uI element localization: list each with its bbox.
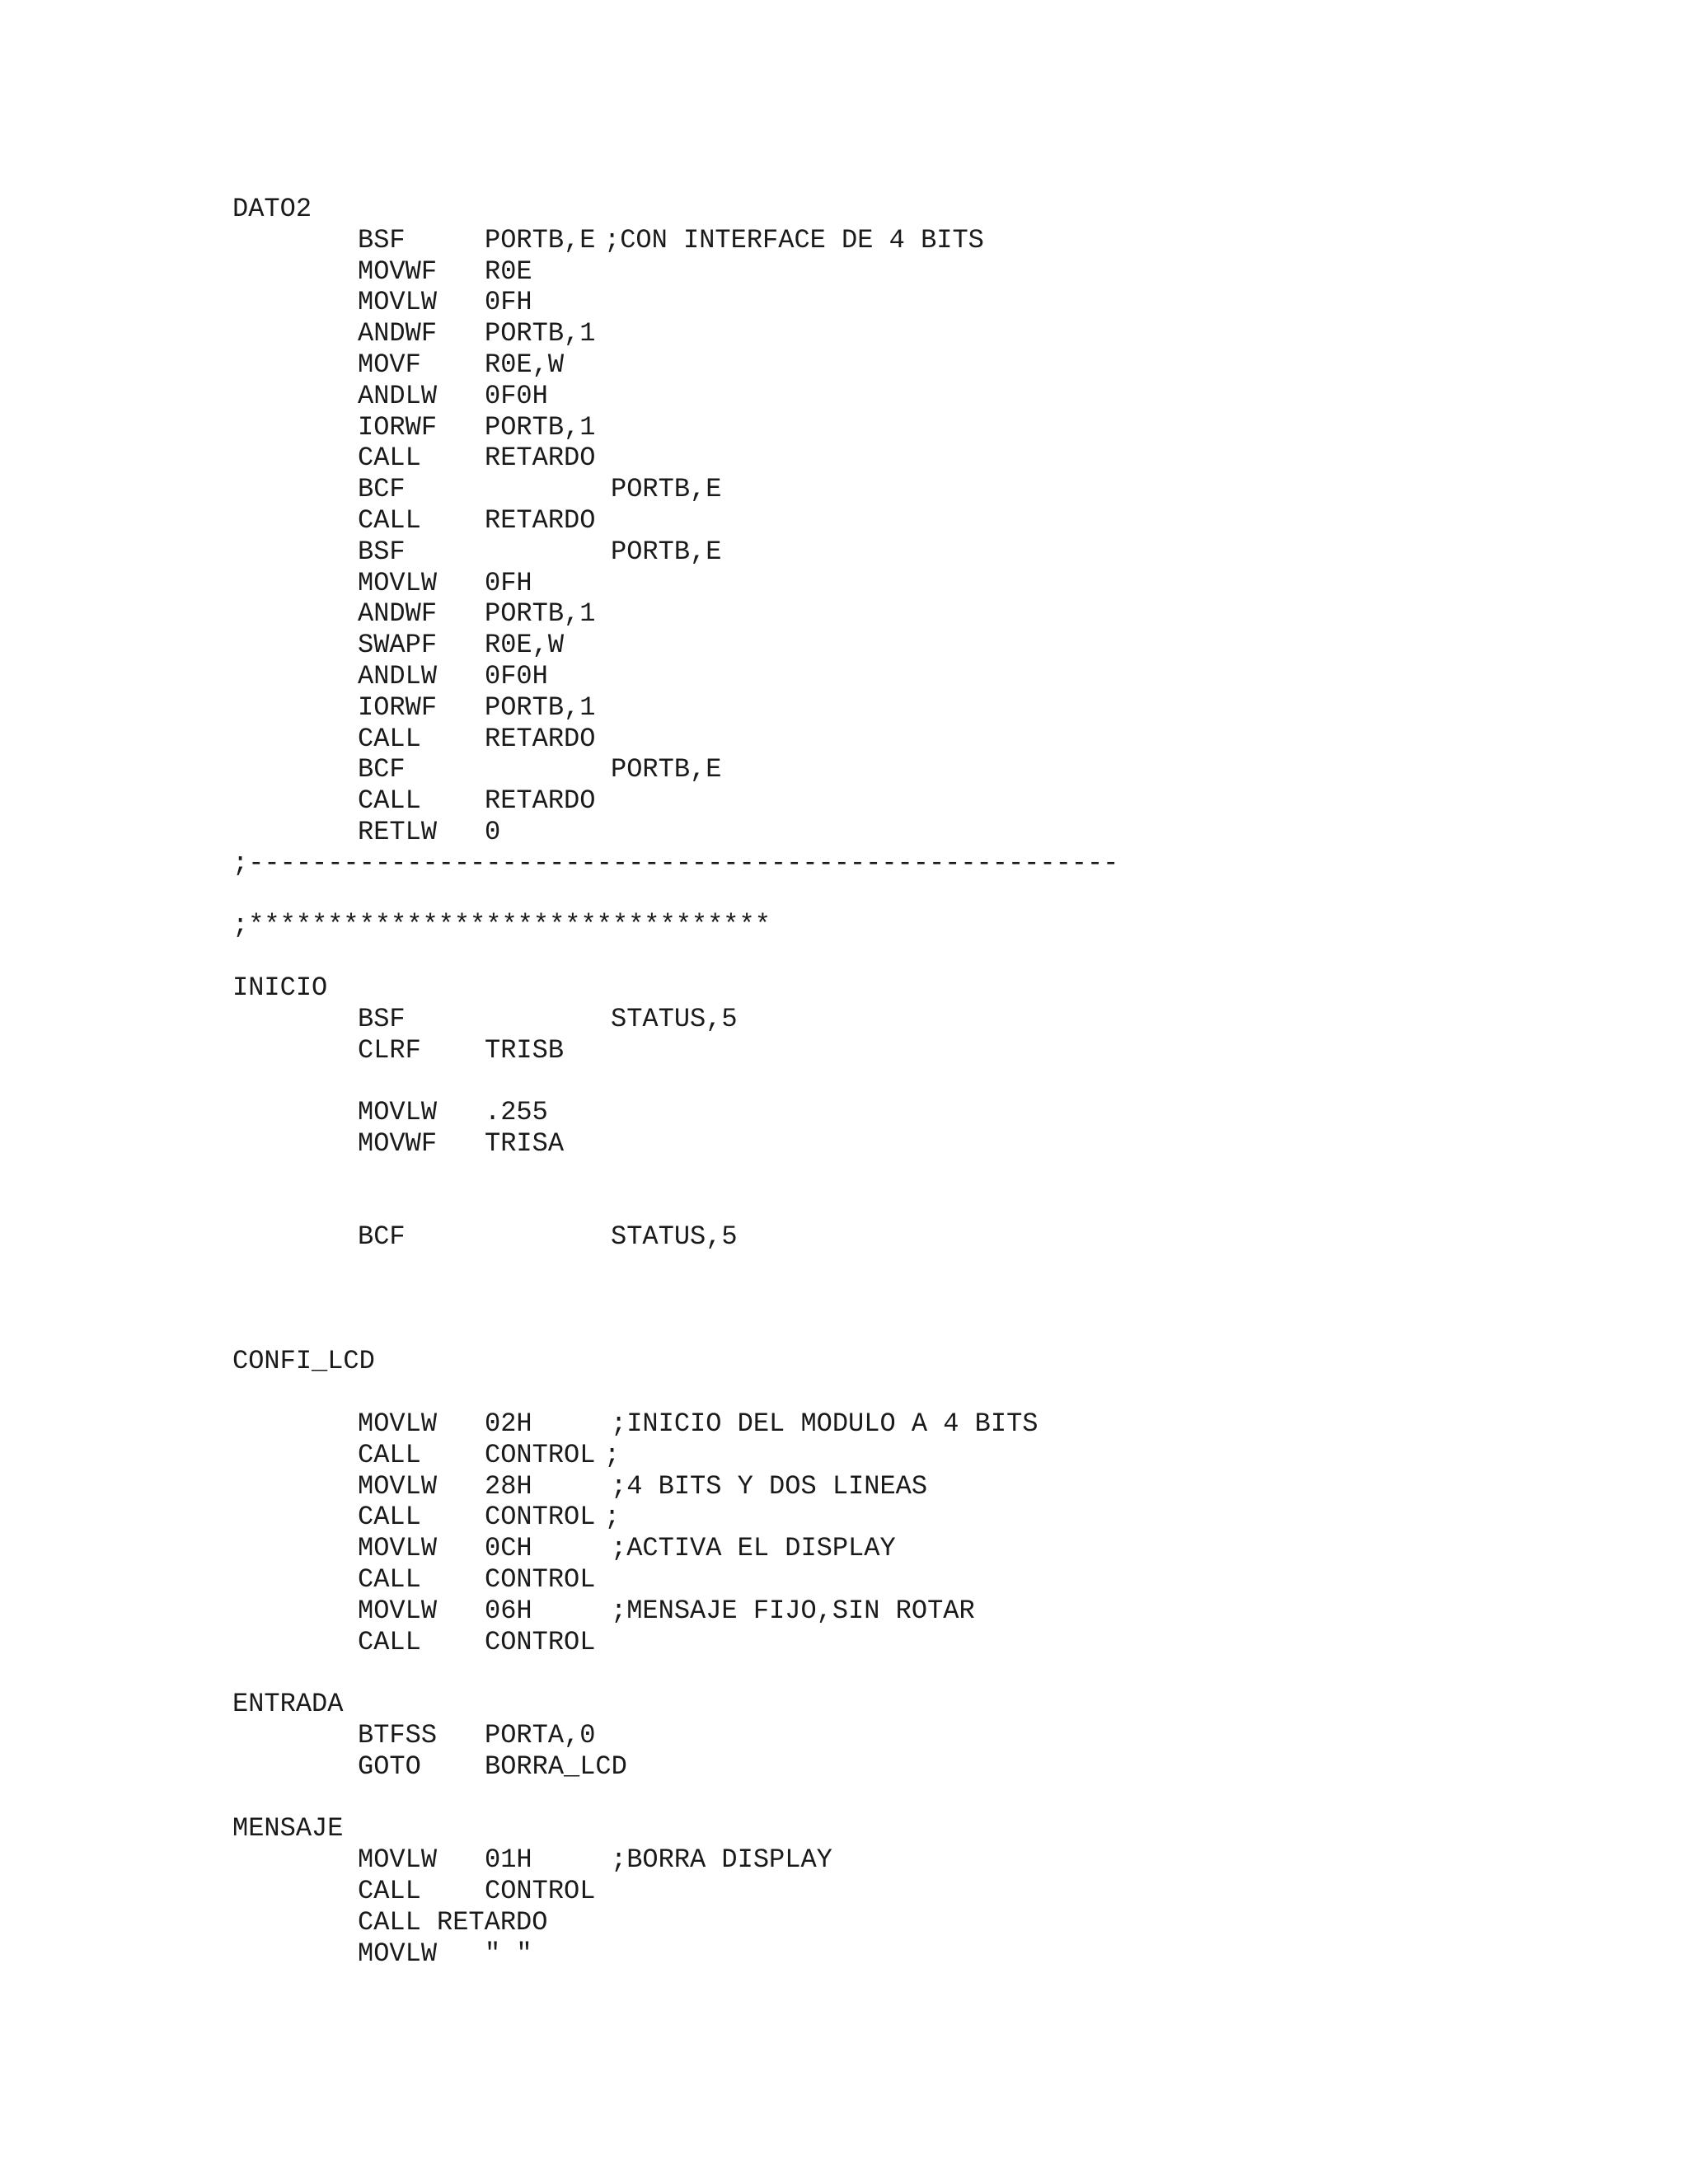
operand: 06H [485,1595,532,1626]
opcode: CALL [358,1439,421,1470]
opcode: BCF [358,474,406,505]
opcode: CALL [358,1876,421,1907]
operand: R0E,W [485,349,565,380]
opcode: CALL [358,443,421,474]
opcode: BSF [358,224,406,255]
opcode: MOVLW [358,287,438,318]
comment-separator: ;------------------------------------------------------- [232,847,1119,879]
operand: R0E [485,255,532,287]
code-comment: ;ACTIVA EL DISPLAY [611,1533,896,1564]
operand: PORTB,1 [485,411,596,443]
operand: 02H [485,1408,532,1440]
code-label: CONFI_LCD [232,1346,375,1377]
opcode: CALL RETARDO [358,1906,548,1938]
operand: RETARDO [485,443,596,474]
code-comment: ;4 BITS Y DOS LINEAS [611,1470,928,1502]
operand: PORTB,E [611,754,722,785]
operand: 0FH [485,287,532,318]
code-comment: ;MENSAJE FIJO,SIN ROTAR [611,1595,975,1626]
opcode: ANDWF [358,318,438,349]
code-comment: ; [604,1439,621,1470]
code-label: ENTRADA [232,1689,344,1720]
operand: PORTB,1 [485,598,596,630]
opcode: CALL [358,723,421,754]
opcode: IORWF [358,691,438,723]
operand: CONTROL [485,1564,596,1596]
opcode: SWAPF [358,630,438,661]
opcode: ANDLW [358,660,438,691]
opcode: MOVWF [358,255,438,287]
opcode: BCF [358,754,406,785]
code-comment: ;BORRA DISPLAY [611,1844,832,1876]
operand: PORTB,E [611,536,722,567]
opcode: BCF [358,1221,406,1253]
operand: RETARDO [485,504,596,536]
operand: PORTB,1 [485,318,596,349]
opcode: CALL [358,504,421,536]
operand: PORTB,E [485,224,596,255]
opcode: ANDWF [358,598,438,630]
code-label: DATO2 [232,194,312,224]
operand: TRISA [485,1127,565,1159]
opcode: MOVLW [358,1595,438,1626]
code-comment: ;CON INTERFACE DE 4 BITS [604,224,984,255]
operand: 0CH [485,1533,532,1564]
operand: STATUS,5 [611,1003,738,1034]
operand: BORRA_LCD [485,1750,627,1782]
opcode: MOVF [358,349,421,380]
operand: 0FH [485,567,532,598]
opcode: MOVLW [358,1470,438,1502]
operand: STATUS,5 [611,1221,738,1253]
operand: 28H [485,1470,532,1502]
operand: CONTROL [485,1626,596,1657]
opcode: CALL [358,1502,421,1533]
opcode: BSF [358,1003,406,1034]
operand: 01H [485,1844,532,1876]
opcode: BTFSS [358,1720,438,1751]
operand: 0F0H [485,660,548,691]
opcode: ANDLW [358,380,438,411]
opcode: RETLW [358,816,438,847]
opcode: MOVLW [358,1533,438,1564]
code-comment: ; [604,1502,621,1533]
opcode: BSF [358,536,406,567]
operand: " " [485,1938,532,1969]
opcode: MOVLW [358,1408,438,1440]
operand: 0 [485,816,501,847]
opcode: CLRF [358,1034,421,1066]
comment-separator: ;********************************* [232,910,771,941]
operand: PORTA,0 [485,1720,596,1751]
operand: CONTROL [485,1876,596,1907]
operand: RETARDO [485,785,596,817]
opcode: CALL [358,785,421,817]
operand: PORTB,1 [485,691,596,723]
opcode: MOVLW [358,1097,438,1128]
opcode: GOTO [358,1750,421,1782]
code-label: INICIO [232,972,328,1003]
opcode: CALL [358,1626,421,1657]
opcode: CALL [358,1564,421,1596]
opcode: MOVLW [358,567,438,598]
opcode: MOVWF [358,1127,438,1159]
operand: CONTROL [485,1502,596,1533]
opcode: MOVLW [358,1844,438,1876]
operand: RETARDO [485,723,596,754]
operand: 0F0H [485,380,548,411]
code-comment: ;INICIO DEL MODULO A 4 BITS [611,1408,1039,1440]
operand: PORTB,E [611,474,722,505]
operand: TRISB [485,1034,565,1066]
opcode: IORWF [358,411,438,443]
opcode: MOVLW [358,1938,438,1969]
operand: .255 [485,1097,548,1128]
code-label: MENSAJE [232,1813,344,1844]
operand: R0E,W [485,630,565,661]
operand: CONTROL [485,1439,596,1470]
